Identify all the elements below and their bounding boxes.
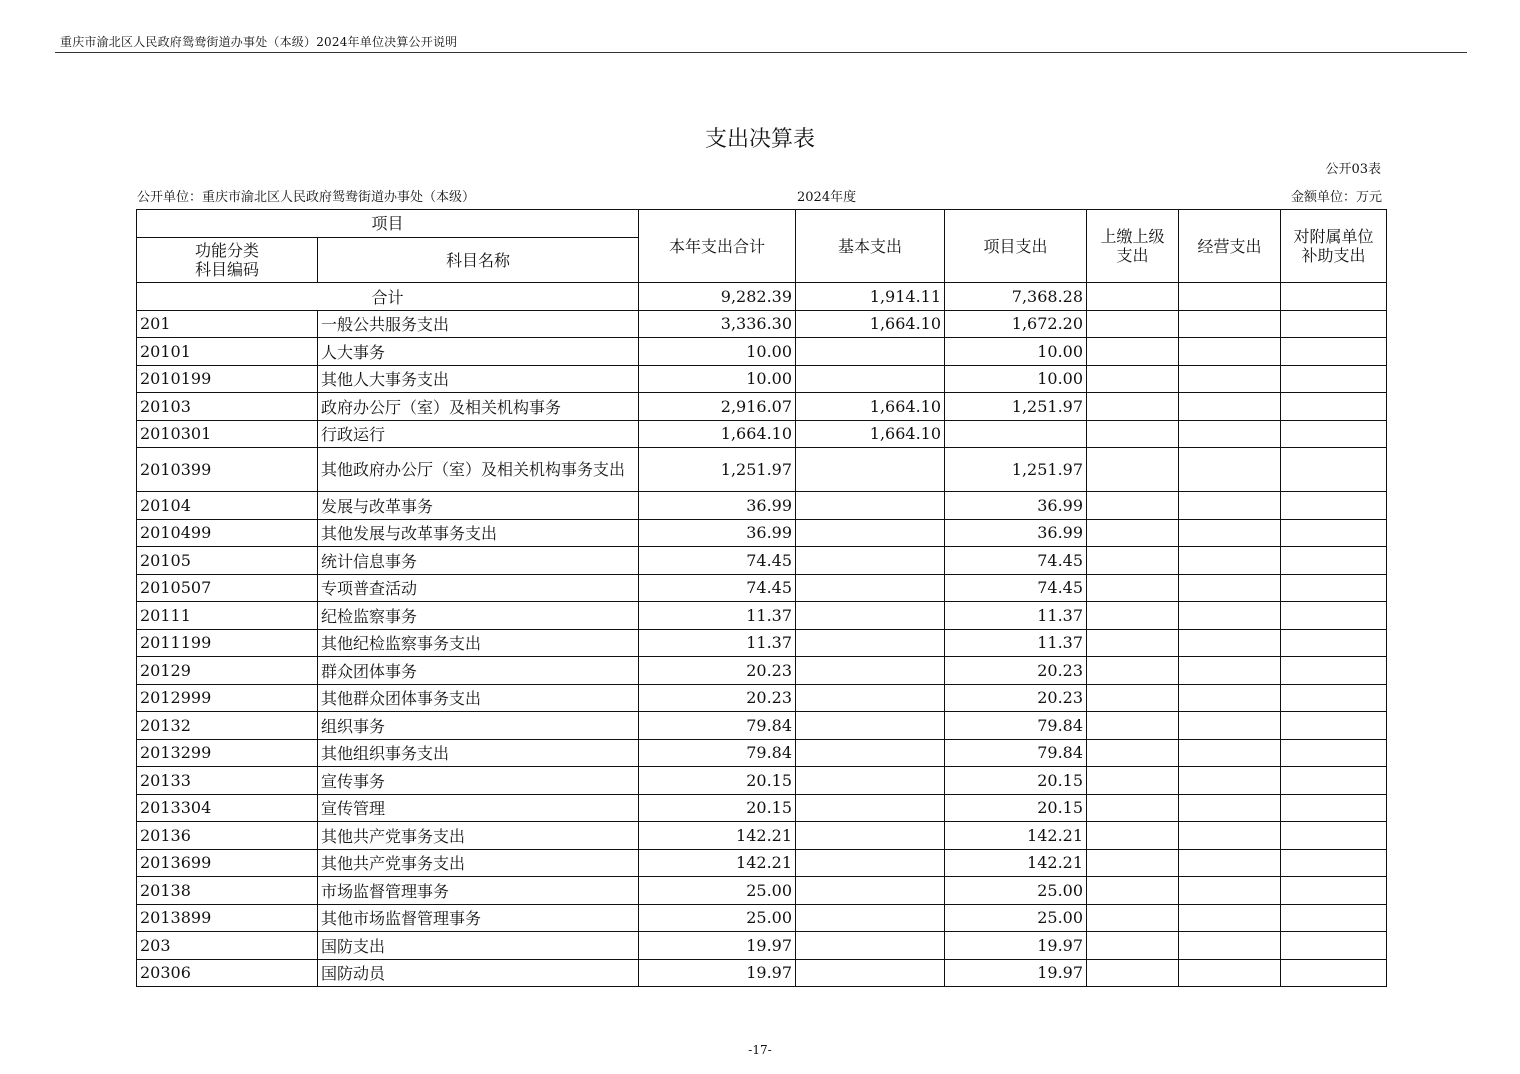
cell-basic [796,767,945,795]
cell-project: 20.23 [945,684,1087,712]
header-business: 经营支出 [1179,210,1281,283]
table-row [137,629,1387,657]
cell-project: 36.99 [945,519,1087,547]
cell-subsidy [1281,338,1387,366]
cell-subsidy [1281,849,1387,877]
cell-name: 宣传管理 [318,794,639,822]
cell-upper [1087,657,1179,685]
cell-project: 10.00 [945,338,1087,366]
cell-project: 19.97 [945,932,1087,960]
cell-basic [796,629,945,657]
cell-code: 2011199 [137,629,318,657]
cell-subsidy [1281,657,1387,685]
cell-code: 20129 [137,657,318,685]
cell-upper [1087,739,1179,767]
table-row [137,448,1387,492]
cell-total: 142.21 [639,849,796,877]
cell-upper [1087,877,1179,905]
header-project: 项目 [137,210,639,238]
cell-total: 11.37 [639,629,796,657]
cell-subsidy [1281,492,1387,520]
cell-code: 2013304 [137,794,318,822]
cell-upper [1087,310,1179,338]
cell-total: 19.97 [639,932,796,960]
cell-business [1179,849,1281,877]
table-row [137,849,1387,877]
cell-business [1179,877,1281,905]
cell-upper [1087,629,1179,657]
cell-basic [796,547,945,575]
cell-subsidy [1281,574,1387,602]
cell-code: 20133 [137,767,318,795]
cell-upper [1087,904,1179,932]
table-row [137,338,1387,366]
cell-subsidy [1281,767,1387,795]
cell-code: 2012999 [137,684,318,712]
cell-name: 其他共产党事务支出 [318,849,639,877]
cell-upper [1087,547,1179,575]
cell-name: 发展与改革事务 [318,492,639,520]
cell-basic [796,794,945,822]
header-project-expenditure: 项目支出 [945,210,1087,283]
cell-basic [796,712,945,740]
cell-upper [1087,684,1179,712]
cell-basic: 1,914.11 [796,283,945,311]
cell-upper [1087,338,1179,366]
cell-total: 10.00 [639,338,796,366]
cell-name: 其他政府办公厅（室）及相关机构事务支出 [318,448,639,492]
cell-total: 1,664.10 [639,420,796,448]
cell-upper [1087,365,1179,393]
reporting-unit: 公开单位：重庆市渝北区人民政府鸳鸯街道办事处（本级） [137,190,476,205]
cell-code: 20105 [137,547,318,575]
cell-business [1179,822,1281,850]
cell-code: 201 [137,310,318,338]
expenditure-table [136,209,1387,987]
cell-business [1179,739,1281,767]
cell-subsidy [1281,904,1387,932]
cell-project: 79.84 [945,739,1087,767]
cell-business [1179,629,1281,657]
table-row [137,657,1387,685]
table-row [137,904,1387,932]
cell-name: 其他共产党事务支出 [318,822,639,850]
cell-total: 11.37 [639,602,796,630]
cell-name: 国防支出 [318,932,639,960]
cell-project: 74.45 [945,574,1087,602]
cell-business [1179,492,1281,520]
cell-subsidy [1281,932,1387,960]
header-subject-name: 科目名称 [318,238,639,283]
cell-code: 2013299 [137,739,318,767]
cell-upper [1087,420,1179,448]
cell-project: 79.84 [945,712,1087,740]
cell-name: 行政运行 [318,420,639,448]
cell-code: 203 [137,932,318,960]
cell-name: 组织事务 [318,712,639,740]
cell-total: 1,251.97 [639,448,796,492]
cell-business [1179,338,1281,366]
cell-basic [796,492,945,520]
cell-business [1179,310,1281,338]
cell-basic [796,519,945,547]
cell-subsidy [1281,629,1387,657]
cell-upper [1087,767,1179,795]
cell-basic [796,822,945,850]
cell-basic [796,849,945,877]
cell-subsidy [1281,822,1387,850]
cell-subsidy [1281,794,1387,822]
cell-code: 20104 [137,492,318,520]
cell-upper [1087,574,1179,602]
table-row [137,310,1387,338]
cell-basic [796,877,945,905]
cell-subsidy [1281,365,1387,393]
header-basic: 基本支出 [796,210,945,283]
page-number: -17- [748,1043,772,1057]
cell-basic: 1,664.10 [796,420,945,448]
table-row [137,393,1387,421]
cell-total: 79.84 [639,739,796,767]
cell-project: 1,672.20 [945,310,1087,338]
cell-subsidy [1281,519,1387,547]
table-row [137,932,1387,960]
table-row [137,767,1387,795]
cell-code: 2010399 [137,448,318,492]
total-row [137,283,1387,311]
cell-subsidy [1281,684,1387,712]
cell-business [1179,393,1281,421]
cell-business [1179,574,1281,602]
amount-unit: 金额单位：万元 [1290,190,1382,205]
cell-subsidy [1281,739,1387,767]
table-row [137,739,1387,767]
cell-basic [796,684,945,712]
table-row [137,574,1387,602]
cell-name: 政府办公厅（室）及相关机构事务 [318,393,639,421]
cell-total: 20.23 [639,657,796,685]
fiscal-year: 2024年度 [797,190,857,205]
cell-subsidy [1281,310,1387,338]
cell-name: 纪检监察事务 [318,602,639,630]
cell-business [1179,448,1281,492]
cell-total: 74.45 [639,547,796,575]
cell-name: 国防动员 [318,959,639,987]
cell-code: 20103 [137,393,318,421]
cell-business [1179,547,1281,575]
cell-subsidy [1281,877,1387,905]
cell-basic [796,602,945,630]
cell-basic [796,959,945,987]
cell-total: 79.84 [639,712,796,740]
header-total: 本年支出合计 [639,210,796,283]
table-row [137,420,1387,448]
table-row [137,492,1387,520]
cell-business [1179,712,1281,740]
cell-subsidy [1281,420,1387,448]
cell-total: 74.45 [639,574,796,602]
cell-project [945,420,1087,448]
cell-name: 群众团体事务 [318,657,639,685]
cell-name: 一般公共服务支出 [318,310,639,338]
cell-business [1179,420,1281,448]
cell-total: 19.97 [639,959,796,987]
cell-code: 2010499 [137,519,318,547]
cell-name: 其他发展与改革事务支出 [318,519,639,547]
cell-project: 10.00 [945,365,1087,393]
table-row [137,959,1387,987]
cell-upper [1087,959,1179,987]
cell-project: 20.15 [945,767,1087,795]
cell-business [1179,684,1281,712]
table-header [137,210,1387,283]
cell-subsidy [1281,448,1387,492]
cell-total: 36.99 [639,519,796,547]
cell-business [1179,904,1281,932]
cell-upper [1087,519,1179,547]
cell-upper [1087,602,1179,630]
cell-name: 统计信息事务 [318,547,639,575]
table-row [137,712,1387,740]
cell-project: 11.37 [945,602,1087,630]
table-row [137,602,1387,630]
cell-business [1179,657,1281,685]
cell-basic [796,365,945,393]
cell-upper [1087,393,1179,421]
cell-total: 9,282.39 [639,283,796,311]
cell-total: 25.00 [639,904,796,932]
cell-upper [1087,849,1179,877]
cell-project: 74.45 [945,547,1087,575]
cell-basic: 1,664.10 [796,393,945,421]
cell-name: 宣传事务 [318,767,639,795]
cell-name: 人大事务 [318,338,639,366]
cell-upper [1087,492,1179,520]
cell-business [1179,932,1281,960]
table-row [137,365,1387,393]
cell-business [1179,602,1281,630]
cell-subsidy [1281,959,1387,987]
cell-upper [1087,283,1179,311]
cell-code: 2010507 [137,574,318,602]
cell-project: 25.00 [945,877,1087,905]
cell-subsidy [1281,712,1387,740]
cell-basic [796,574,945,602]
cell-name: 其他组织事务支出 [318,739,639,767]
cell-business [1179,365,1281,393]
cell-code: 20306 [137,959,318,987]
table-row [137,684,1387,712]
cell-project: 7,368.28 [945,283,1087,311]
cell-name: 其他市场监督管理事务 [318,904,639,932]
cell-total: 25.00 [639,877,796,905]
cell-project: 1,251.97 [945,448,1087,492]
cell-project: 20.15 [945,794,1087,822]
cell-subsidy [1281,393,1387,421]
cell-business [1179,959,1281,987]
table-row [137,877,1387,905]
cell-name: 其他纪检监察事务支出 [318,629,639,657]
cell-basic [796,739,945,767]
cell-subsidy [1281,602,1387,630]
cell-upper [1087,932,1179,960]
table-row [137,822,1387,850]
cell-code: 2013699 [137,849,318,877]
cell-name: 其他人大事务支出 [318,365,639,393]
cell-basic: 1,664.10 [796,310,945,338]
table-body [137,283,1387,987]
header-function-code: 功能分类 科目编码 [137,238,318,283]
running-header: 重庆市渝北区人民政府鸳鸯街道办事处（本级）2024年单位决算公开说明 [60,35,458,49]
cell-name: 市场监督管理事务 [318,877,639,905]
cell-project: 11.37 [945,629,1087,657]
cell-basic [796,338,945,366]
cell-code: 20101 [137,338,318,366]
cell-project: 36.99 [945,492,1087,520]
cell-business [1179,794,1281,822]
cell-business [1179,283,1281,311]
header-upper-remit: 上缴上级 支出 [1087,210,1179,283]
cell-project: 25.00 [945,904,1087,932]
cell-project: 20.23 [945,657,1087,685]
cell-code: 20132 [137,712,318,740]
cell-code: 20136 [137,822,318,850]
cell-subsidy [1281,547,1387,575]
cell-code: 2010199 [137,365,318,393]
cell-total: 3,336.30 [639,310,796,338]
total-label: 合计 [137,283,639,311]
cell-basic [796,657,945,685]
cell-upper [1087,712,1179,740]
cell-project: 19.97 [945,959,1087,987]
cell-subsidy [1281,283,1387,311]
table-row [137,519,1387,547]
header-subsidy: 对附属单位 补助支出 [1281,210,1387,283]
cell-total: 20.15 [639,767,796,795]
cell-upper [1087,448,1179,492]
header-rule [55,52,1467,53]
form-code: 公开03表 [1325,162,1381,177]
cell-project: 142.21 [945,822,1087,850]
cell-business [1179,767,1281,795]
cell-total: 20.15 [639,794,796,822]
cell-project: 1,251.97 [945,393,1087,421]
cell-total: 142.21 [639,822,796,850]
cell-name: 其他群众团体事务支出 [318,684,639,712]
table-row [137,794,1387,822]
page-title: 支出决算表 [704,127,815,152]
cell-total: 36.99 [639,492,796,520]
cell-code: 2010301 [137,420,318,448]
cell-basic [796,932,945,960]
cell-project: 142.21 [945,849,1087,877]
cell-basic [796,448,945,492]
cell-business [1179,519,1281,547]
cell-code: 20111 [137,602,318,630]
cell-basic [796,904,945,932]
cell-upper [1087,822,1179,850]
cell-total: 20.23 [639,684,796,712]
cell-total: 10.00 [639,365,796,393]
cell-total: 2,916.07 [639,393,796,421]
unit-info-line [137,186,1382,204]
cell-code: 20138 [137,877,318,905]
cell-name: 专项普查活动 [318,574,639,602]
cell-code: 2013899 [137,904,318,932]
table-row [137,547,1387,575]
cell-upper [1087,794,1179,822]
